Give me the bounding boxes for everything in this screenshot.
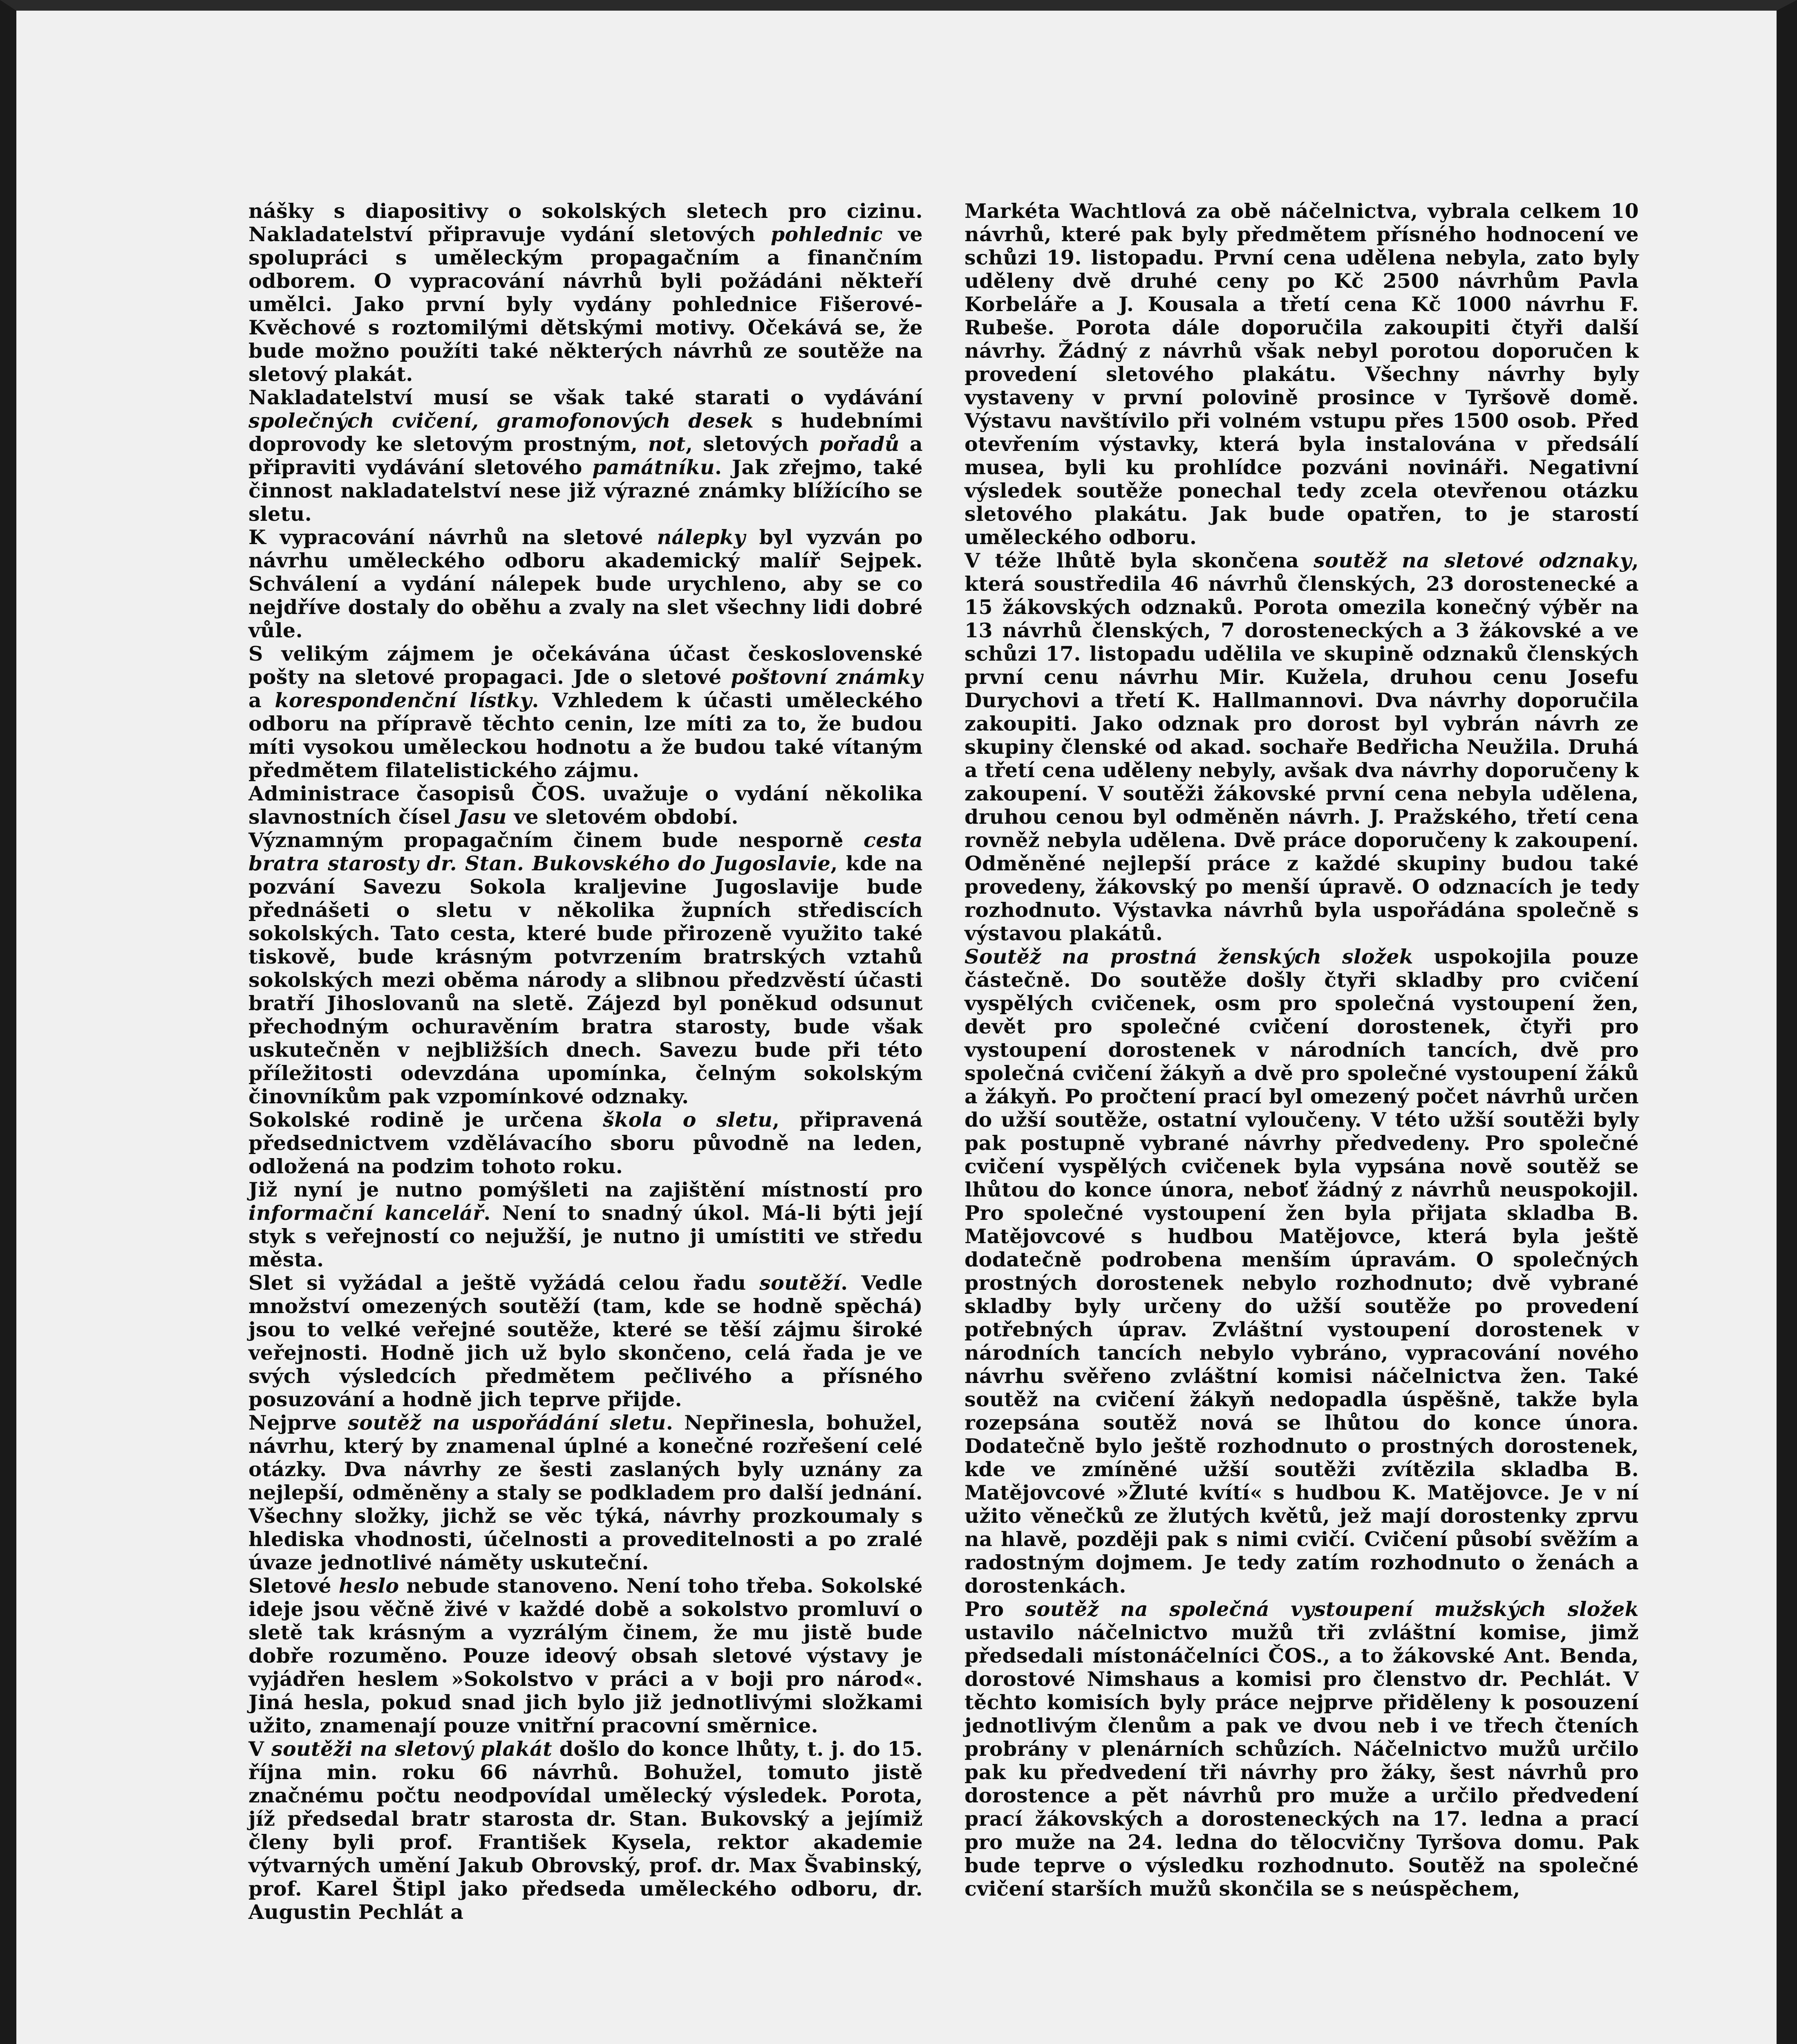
body-text: Sletové xyxy=(248,1574,339,1598)
body-text: byl vyzván po návrhu uměleckého odboru akademický malíř Sejpek. Schválení a vydání nálepek bude urychleno, aby se co nejdříve dostaly do oběhu a zvaly na slet všechny lidi dobré vůle. xyxy=(248,525,923,642)
body-text: . Není to snadný úkol. Má-li býti její styk s veřejností co nejužší, je nutno ji umístiti ve středu města. xyxy=(248,1201,923,1271)
emphasis-text: soutěži na sletový plakát xyxy=(271,1737,553,1761)
body-text: . Nepřinesla, bohužel, návrhu, který by znamenal úplné a konečné rozřešení celé otázky. Dva návrhy ze šesti zaslaných byly uznány za nejlepší, odměněny a staly se podkladem pro další jednání. Všechny složky, jichž se věc týká, návrhy prozkoumaly s hlediska vhodnosti, účelnosti a proveditelnosti a po zralé úvaze jednotlivé náměty uskuteční. xyxy=(248,1411,923,1574)
body-text: Administrace časopisů ČOS. uvažuje o vydání několika slavnostních čísel xyxy=(248,782,923,829)
body-text: Již nyní je nutno pomýšleti na zajištění místností pro xyxy=(248,1178,923,1201)
body-text: ve sletovém období. xyxy=(506,805,738,829)
emphasis-text: poštovní známky xyxy=(730,665,923,689)
body-text: nebude stanoveno. Není toho třeba. Sokolské ideje jsou věčně živé v každé době a sokolstvo promluví o sletě tak krásným a vyzrálým činem, že mu jistě bude dobře rozuměno. Pouze ideový obsah sletové výstavy je vyjádřen heslem »Sokolstvo v práci a v boji pro národ«. Jiná hesla, pokud snad jich bylo již jednotlivými složkami užito, znamenají pouze vnitřní pracovní směrnice. xyxy=(248,1574,923,1737)
emphasis-text: škola o sletu xyxy=(603,1108,773,1132)
paragraph xyxy=(965,199,1639,549)
body-text: . Vedle množství omezených soutěží (tam, kde se hodně spěchá) jsou to velké veřejné soutěže, které se těší zájmu široké veřejnosti. Hodně jich už bylo skončeno, celá řada je ve svých výsledcích předmětem pečlivého a přísného posuzování a hodně jich teprve přijde. xyxy=(248,1271,923,1411)
body-text: uspokojila pouze částečně. Do soutěže došly čtyři skladby pro cvičení vyspělých cvičenek, osm pro společná vystoupení žen, devět pro společné cvičení dorostenek, čtyři pro vystoupení dorostenek v národních tancích, dvě pro společná cvičení žákyň a dvě pro společné vystoupení žáků a žákyň. Po pročtení prací byl omezený počet návrhů určen do užší soutěže, ostatní vyloučeny. V této užší soutěži byly pak postupně vybrané návrhy předvedeny. Pro společné cvičení vyspělých cvičenek byla vypsána nově soutěž se lhůtou do konce února, neboť žádný z návrhů neuspokojil. Pro společné vystoupení žen byla přijata skladba B. Matějovcové s hudbou Matějovce, která byla ještě dodatečně podrobena menším úpravám. O společných prostných dorostenek nebylo rozhodnuto; dvě vybrané skladby byly určeny do užší soutěže po provedení potřebných úprav. Zvláštní vystoupení dorostenek v národních tancích nebylo vybráno, vypracování nového návrhu svěřeno zvláštní komisi náčelnictva žen. Také soutěž na cvičení žákyň nedopadla úspěšně, takže byla rozepsána soutěž nová se lhůtou do konce února. Dodatečně bylo ještě rozhodnuto o prostných dorostenek, kde ve zmíněné užší soutěži zvítězila skladba B. Matějovcové »Žluté kvítí« s hudbou K. Matějovce. Je v ní užito věnečků ze žlutých květů, jež mají dorostenky zprvu na hlavě, později pak s nimi cvičí. Cvičení působí svěžím a radostným dojmem. Je tedy zatím rozhodnuto o ženách a dorostenkách. xyxy=(965,945,1639,1598)
emphasis-text: informační kancelář xyxy=(248,1201,484,1225)
paragraph xyxy=(248,829,923,1108)
right-text-column xyxy=(965,199,1639,1901)
body-text: , která soustředila 46 návrhů členských, 23 dorostenecké a 15 žákovských odznaků. Porota omezila konečný výběr na 13 návrhů členských, 7 dorosteneckých a 3 žákovské a ve schůzi 17. listopadu udělila ve skupině odznaků členských první cenu návrhu Mir. Kužela, druhou cenu Josefu Durychovi a třetí K. Hallmannovi. Dva návrhy doporučila zakoupiti. Jako odznak pro dorost byl vybrán návrh ze skupiny členské od akad. sochaře Bedřicha Neužila. Druhá a třetí cena uděleny nebyly, avšak dva návrhy doporučeny k zakoupení. V soutěži žákovské první cena nebyla udělena, druhou cenou byl odměněn návrh. J. Pražského, třetí cena rovněž nebyla udělena. Dvě práce doporučeny k zakoupení. Odměněné nejlepší práce z každé skupiny budou také provedeny, žákovský po menší úpravě. O odznacích je tedy rozhodnuto. Výstavka návrhů byla uspořádána společně s výstavou plakátů. xyxy=(965,549,1639,945)
emphasis-text: pohlednic xyxy=(770,222,883,246)
body-text: , připravená předsednictvem vzdělávacího sboru původně na leden, odložená na podzim tohoto roku. xyxy=(248,1108,923,1178)
body-text: , kde na pozvání Savezu Sokola kraljevine Jugoslavije bude přednášeti o sletu v několika župních střediscích sokolských. Tato cesta, které bude přirozeně využito také tiskově, bude krásným potvrzením bratrských vztahů sokolských mezi oběma národy a slibnou předzvěstí účasti bratří Jihoslovanů na sletě. Zájezd byl poněkud odsunut přechodným ochuravěním bratra starosty, bude však uskutečněn v nejbližších dnech. Savezu bude při této příležitosti odevzdána upomínka, čelným sokolským činovníkům pak vzpomínkové odznaky. xyxy=(248,852,923,1108)
body-text: a připraviti vydávání sletového xyxy=(248,432,923,479)
paragraph xyxy=(248,1737,923,1924)
body-text: Markéta Wachtlová za obě náčelnictva, vybrala celkem 10 návrhů, které pak byly předmětem přísného hodnocení ve schůzi 19. listopadu. První cena udělena nebyla, zato byly uděleny dvě druhé ceny po Kč 2500 návrhům Pavla Korbeláře a J. Kousala a třetí cena Kč 1000 návrhu F. Rubeše. Porota dále doporučila zakoupiti čtyři další návrhy. Žádný z návrhů však nebyl porotou doporučen k provedení sletového plakátu. Všechny návrhy byly vystaveny v první polovině prosince v Tyršově domě. Výstavu navštívilo při volném vstupu přes 1500 osob. Před otevřením výstavky, která byla instalována v předsálí musea, byli ku prohlídce pozváni novináři. Negativní výsledek soutěže ponechal tedy zcela otevřenou otázku sletového plakátu. Jak bude opatřen, to je starostí uměleckého odboru. xyxy=(965,199,1639,549)
body-text: s hudebními doprovody ke sletovým prostným, xyxy=(248,409,923,456)
body-text: V téže lhůtě byla skončena xyxy=(965,549,1314,572)
emphasis-text: Soutěž na prostná ženských složek xyxy=(965,945,1414,968)
emphasis-text: cesta bratra starosty dr. Stan. Bukovského do Jugoslavie xyxy=(248,828,923,875)
body-text: Pro xyxy=(965,1597,1025,1621)
emphasis-text: soutěž na uspořádání sletu xyxy=(348,1411,666,1434)
emphasis-text: Jasu xyxy=(458,805,507,829)
body-text: nášky s diapositivy o sokolských sletech pro cizinu. Nakladatelství připravuje vydání sletových xyxy=(248,199,923,246)
emphasis-text: společných cvičení, gramofonových desek xyxy=(248,409,754,433)
body-text: . Vzhledem k účasti uměleckého odboru na přípravě těchto cenin, lze míti za to, že budou míti vysokou uměleckou hodnotu a že budou také vítaným předmětem filatelistického zájmu. xyxy=(248,688,923,782)
body-text: ustavilo náčelnictvo mužů tři zvláštní komise, jimž předsedali místonáčelníci ČOS., a to žákovské Ant. Benda, dorostové Nimshaus a komisi pro členstvo dr. Pechlát. V těchto komisích byly práce nejprve přiděleny k posouzení jednotlivým členům a pak ve dvou neb i ve třech čteních probrány v plenárních schůzích. Náčelnictvo mužů určilo pak ku předvedení tři návrhy pro žáky, šest návrhů pro dorostence a pět návrhů pro muže a určilo předvedení prací žákovských a dorosteneckých na 17. ledna a prací pro muže na 24. ledna do tělocvičny Tyršova domu. Pak bude teprve o výsledku rozhodnuto. Soutěž na společné cvičení starších mužů skončila se s neúspěchem, xyxy=(965,1620,1639,1901)
emphasis-text: soutěž na společná vystoupení mužských složek xyxy=(1025,1597,1639,1621)
body-text: ve spolupráci s uměleckým propagačním a finančním odborem. O vypracování návrhů byli požádáni někteří umělci. Jako první byly vydány pohlednice Fišerové-Kvěchové s roztomilými dětskými motivy. Očekává se, že bude možno použíti také některých návrhů ze soutěže na sletový plakát. xyxy=(248,222,923,386)
emphasis-text: soutěží xyxy=(759,1271,841,1295)
body-text: K vypracování návrhů na sletové xyxy=(248,525,657,549)
body-text: . Jak zřejmo, také činnost nakladatelství nese již výrazné známky blížícího se sletu. xyxy=(248,455,923,526)
body-text: Nejprve xyxy=(248,1411,348,1434)
body-text: Významným propagačním činem bude nesporně xyxy=(248,828,864,852)
emphasis-text: památníku xyxy=(592,455,715,479)
body-text: V xyxy=(248,1737,271,1761)
left-text-column xyxy=(248,199,923,1924)
body-text: , sletových xyxy=(685,432,819,456)
emphasis-text: soutěž na sletové odznaky xyxy=(1314,549,1632,572)
body-text: S velikým zájmem je očekávána účast československé pošty na sletové propagaci. Jde o sletové xyxy=(248,642,923,689)
emphasis-text: heslo xyxy=(338,1574,399,1598)
paragraph xyxy=(248,1271,923,1411)
paragraph xyxy=(248,1574,923,1737)
paragraph xyxy=(248,1108,923,1178)
paragraph xyxy=(248,199,923,386)
body-text: Slet si vyžádal a ještě vyžádá celou řadu xyxy=(248,1271,760,1295)
paragraph xyxy=(248,526,923,642)
emphasis-text: nálepky xyxy=(657,525,746,549)
emphasis-text: not xyxy=(648,432,686,456)
paragraph xyxy=(248,1178,923,1271)
paragraph xyxy=(965,549,1639,945)
paragraph xyxy=(965,945,1639,1598)
paragraph xyxy=(248,642,923,782)
paragraph xyxy=(248,782,923,829)
body-text: Nakladatelství musí se však také starati o vydávání xyxy=(248,385,923,409)
body-text: a xyxy=(248,688,275,712)
emphasis-text: korespondenční lístky xyxy=(275,688,532,712)
paragraph xyxy=(248,1411,923,1574)
paragraph xyxy=(248,386,923,526)
paragraph xyxy=(965,1598,1639,1901)
body-text: Sokolské rodině je určena xyxy=(248,1108,603,1132)
body-text: došlo do konce lhůty, t. j. do 15. října min. roku 66 návrhů. Bohužel, tomuto jistě značnému počtu neodpovídal umělecký výsledek. Porota, jíž předsedal bratr starosta dr. Stan. Bukovský a jejímiž členy byli prof. František Kysela, rektor akademie výtvarných umění Jakub Obrovský, prof. dr. Max Švabinský, prof. Karel Štipl jako předseda uměleckého odboru, dr. Augustin Pechlát a xyxy=(248,1737,923,1924)
emphasis-text: pořadů xyxy=(819,432,900,456)
